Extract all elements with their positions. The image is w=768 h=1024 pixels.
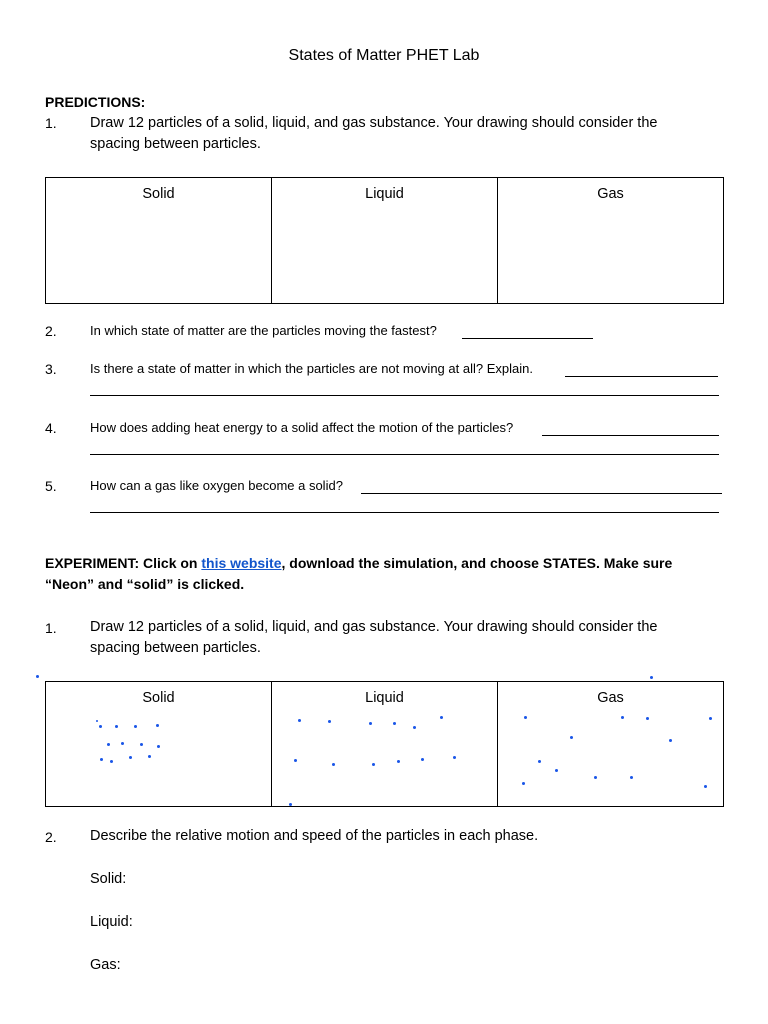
- prediction-q2-answer-line[interactable]: [462, 338, 593, 339]
- prediction-liquid-header: Liquid: [365, 186, 404, 202]
- particle-dot: [36, 675, 39, 678]
- prediction-q3-answer-line-2[interactable]: [90, 395, 719, 396]
- experiment-prefix: EXPERIMENT: Click on: [45, 555, 202, 571]
- prediction-q5-answer-line[interactable]: [361, 493, 722, 494]
- particle-dot: [440, 716, 443, 719]
- particle-dot: [298, 719, 301, 722]
- particle-dot: [372, 763, 375, 766]
- particle-dot: [650, 676, 653, 679]
- particle-dot: [538, 760, 541, 763]
- experiment-q1-number: 1.: [45, 620, 57, 636]
- experiment-liquid-cell[interactable]: [272, 682, 498, 807]
- particle-dot: [621, 716, 624, 719]
- particle-dot: [110, 760, 113, 763]
- particle-dot: [289, 803, 292, 806]
- particle-dot: [393, 722, 396, 725]
- particle-dot: [96, 720, 98, 722]
- prediction-q1-number: 1.: [45, 115, 57, 131]
- experiment-q2-number: 2.: [45, 829, 57, 845]
- website-link[interactable]: this website: [201, 555, 282, 571]
- prediction-q2-number: 2.: [45, 323, 57, 339]
- prediction-q5-text: How can a gas like oxygen become a solid?: [90, 478, 343, 493]
- particle-dot: [121, 742, 124, 745]
- particle-dot: [570, 736, 573, 739]
- prediction-q3-text: Is there a state of matter in which the particles are not moving at all? Explain.: [90, 361, 533, 376]
- prediction-q1-text: Draw 12 particles of a solid, liquid, and gas substance. Your drawing should consider the spacing between particles.: [90, 115, 658, 152]
- particle-dot: [630, 776, 633, 779]
- particle-dot: [157, 745, 160, 748]
- prediction-q4-answer-line-2[interactable]: [90, 454, 719, 455]
- particle-dot: [100, 758, 103, 761]
- particle-dot: [156, 724, 159, 727]
- particle-dot: [669, 739, 672, 742]
- particle-dot: [140, 743, 143, 746]
- particle-dot: [397, 760, 400, 763]
- experiment-liquid-header: Liquid: [365, 690, 404, 706]
- prediction-q4-number: 4.: [45, 420, 57, 436]
- particle-dot: [129, 756, 132, 759]
- experiment-solid-cell[interactable]: [46, 682, 272, 807]
- particle-dot: [332, 763, 335, 766]
- experiment-q2-text: Describe the relative motion and speed of the particles in each phase.: [90, 828, 539, 844]
- predictions-heading: PREDICTIONS:: [45, 94, 146, 110]
- answer-gas-label: Gas:: [90, 957, 121, 973]
- prediction-liquid-cell[interactable]: [272, 178, 498, 304]
- experiment-suffix: , download the simulation, and choose STATES. Make sure “Neon” and “solid” is clicked.: [45, 555, 673, 592]
- page-title: States of Matter PHET Lab: [288, 47, 480, 64]
- particle-dot: [555, 769, 558, 772]
- prediction-q4-answer-line[interactable]: [542, 435, 719, 436]
- particle-dot: [148, 755, 151, 758]
- experiment-instructions: [45, 553, 705, 595]
- particle-dot: [369, 722, 372, 725]
- particle-dot: [709, 717, 712, 720]
- particle-dot: [115, 725, 118, 728]
- prediction-drawing-table: [45, 177, 724, 304]
- particle-dot: [294, 759, 297, 762]
- particle-dot: [328, 720, 331, 723]
- particle-dot: [99, 725, 102, 728]
- prediction-solid-cell[interactable]: [46, 178, 272, 304]
- particle-dot: [704, 785, 707, 788]
- answer-solid-label: Solid:: [90, 871, 127, 887]
- prediction-q3-answer-line[interactable]: [565, 376, 718, 377]
- prediction-q3-number: 3.: [45, 361, 57, 377]
- experiment-q1-text: Draw 12 particles of a solid, liquid, and gas substance. Your drawing should consider the spacing between particles.: [90, 619, 658, 656]
- answer-liquid-label: Liquid:: [90, 914, 133, 930]
- prediction-q5-answer-line-2[interactable]: [90, 512, 719, 513]
- particle-dot: [134, 725, 137, 728]
- particle-dot: [421, 758, 424, 761]
- experiment-gas-header: Gas: [597, 690, 624, 706]
- particle-dot: [107, 743, 110, 746]
- prediction-q5-number: 5.: [45, 478, 57, 494]
- prediction-solid-header: Solid: [142, 186, 175, 202]
- particle-dot: [594, 776, 597, 779]
- prediction-gas-cell[interactable]: [498, 178, 724, 304]
- experiment-solid-header: Solid: [142, 690, 175, 706]
- particle-dot: [453, 756, 456, 759]
- particle-dot: [522, 782, 525, 785]
- particle-dot: [413, 726, 416, 729]
- particle-dot: [524, 716, 527, 719]
- particle-dot: [646, 717, 649, 720]
- prediction-q2-text: In which state of matter are the particles moving the fastest?: [90, 323, 437, 338]
- prediction-q4-text: How does adding heat energy to a solid affect the motion of the particles?: [90, 420, 514, 435]
- prediction-gas-header: Gas: [597, 186, 624, 202]
- experiment-gas-cell[interactable]: [498, 682, 724, 807]
- experiment-drawing-table: [45, 681, 724, 807]
